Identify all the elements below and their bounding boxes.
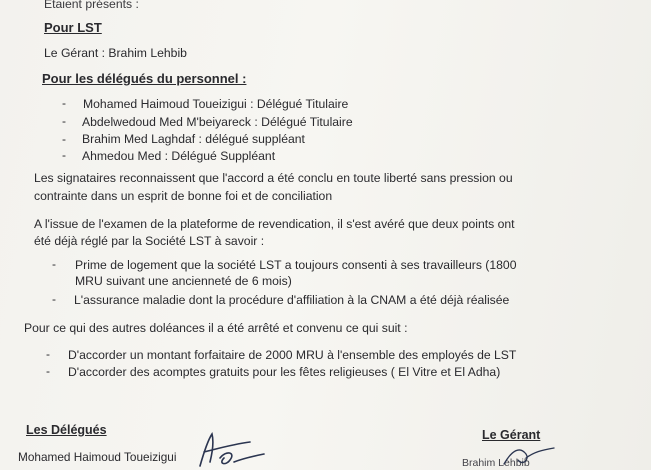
list-bullet: -: [46, 364, 50, 378]
paragraph-line: contrainte dans un esprit de bonne foi et de conciliation: [34, 189, 333, 203]
delegate-item: Mohamed Haimoud Toueizigui : Délégué Titulaire: [83, 97, 349, 111]
settled-item: Prime de logement que la société LST a toujours consenti à ses travailleurs (1800: [75, 258, 517, 272]
delegates-signature-heading: Les Délégués: [26, 423, 107, 437]
paragraph-line: Pour ce qui des autres doléances il a été arrêté et convenu ce qui suit :: [24, 321, 408, 335]
delegate-item: Ahmedou Med : Délégué Suppléant: [82, 149, 276, 163]
list-bullet: -: [62, 132, 66, 146]
agreed-item: D'accorder des acomptes gratuits pour les fêtes religieuses ( El Vitre et El Adha): [68, 365, 501, 379]
settled-item: L'assurance maladie dont la procédure d'affiliation à la CNAM a été déjà réalisée: [74, 293, 510, 307]
list-bullet: -: [62, 114, 66, 128]
delegate-item: Brahim Med Laghdaf : délégué suppléant: [82, 132, 305, 146]
settled-item-continuation: MRU suivant une ancienneté de 6 mois): [75, 274, 292, 288]
list-bullet: -: [52, 257, 56, 271]
manager-signature-heading: Le Gérant: [482, 428, 541, 442]
lst-heading: Pour LST: [44, 20, 102, 35]
list-bullet: -: [62, 96, 66, 110]
delegate-signatory-name: Mohamed Haimoud Toueizigui: [18, 450, 177, 464]
paragraph-line: été déjà réglé par la Société LST à savoir :: [34, 234, 265, 248]
delegate-item: Abdelwedoud Med M'beiyareck : Délégué Titulaire: [82, 115, 353, 129]
paragraph-line: Les signataires reconnaissent que l'accord a été conclu en toute liberté sans pression ou: [34, 171, 513, 185]
delegates-heading: Pour les délégués du personnel :: [42, 71, 247, 86]
list-bullet: -: [62, 148, 66, 162]
paragraph-line: A l'issue de l'examen de la plateforme de revendication, il s'est avéré que deux points ont: [34, 217, 515, 231]
intro-line: Etaient présents :: [44, 0, 139, 11]
manager-signatory-name: Brahim Lehbib: [462, 457, 530, 469]
delegate-signature: [190, 428, 270, 470]
agreed-item: D'accorder un montant forfaitaire de 2000 MRU à l'ensemble des employés de LST: [68, 348, 517, 362]
manager-signature: [500, 440, 560, 470]
manager-line: Le Gérant : Brahim Lehbib: [44, 46, 187, 60]
list-bullet: -: [46, 347, 50, 361]
list-bullet: -: [52, 292, 56, 306]
